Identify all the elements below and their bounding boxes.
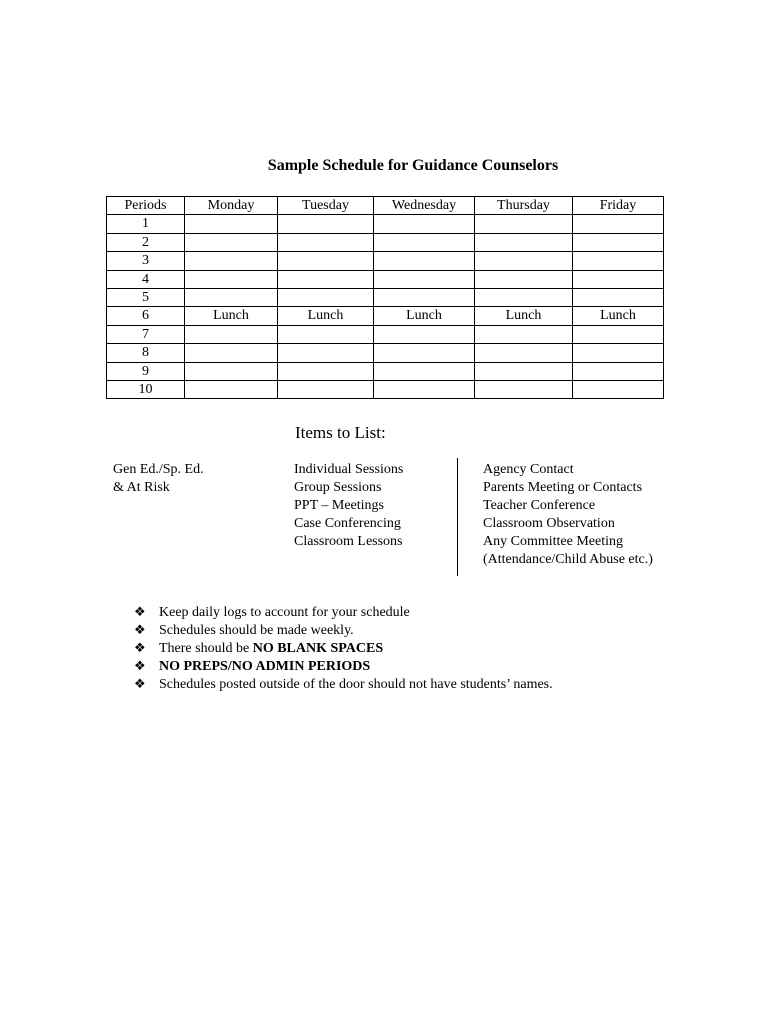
notes-list — [134, 604, 553, 694]
schedule-cell — [374, 381, 475, 399]
note-text: Schedules should be made weekly. — [159, 623, 354, 638]
schedule-cell — [278, 270, 374, 288]
schedule-cell — [573, 289, 664, 307]
table-row — [107, 270, 664, 288]
list-item: Teacher Conference — [483, 498, 596, 513]
list-item: Group Sessions — [294, 480, 382, 495]
schedule-cell — [573, 270, 664, 288]
schedule-cell — [573, 252, 664, 270]
schedule-cell — [573, 381, 664, 399]
list-item: Parents Meeting or Contacts — [483, 480, 643, 495]
schedule-cell: Lunch — [573, 307, 664, 325]
note-emphasis: NO BLANK SPACES — [252, 641, 384, 656]
period-number-cell: 3 — [107, 252, 185, 270]
schedule-cell — [374, 233, 475, 251]
list-item: Any Committee Meeting — [483, 534, 623, 549]
table-row — [107, 381, 664, 399]
header-tuesday: Tuesday — [278, 197, 374, 215]
period-number-cell: 7 — [107, 325, 185, 343]
list-item: Gen Ed./Sp. Ed. — [113, 462, 204, 477]
schedule-cell — [278, 325, 374, 343]
schedule-cell — [475, 215, 573, 233]
schedule-cell — [278, 215, 374, 233]
items-left-column — [113, 461, 204, 497]
items-to-list-heading: Items to List: — [295, 423, 386, 442]
schedule-cell — [185, 215, 278, 233]
schedule-cell — [573, 325, 664, 343]
schedule-cell — [475, 289, 573, 307]
table-row — [107, 344, 664, 362]
note-text: Keep daily logs to account for your schedule — [159, 605, 410, 620]
table-row — [107, 215, 664, 233]
schedule-cell — [573, 215, 664, 233]
diamond-bullet-icon: ❖ — [134, 641, 146, 656]
schedule-cell — [185, 362, 278, 380]
note-item — [134, 658, 553, 676]
header-thursday: Thursday — [475, 197, 573, 215]
period-number-cell: 1 — [107, 215, 185, 233]
note-item — [134, 676, 553, 694]
header-wednesday: Wednesday — [374, 197, 475, 215]
schedule-cell — [374, 344, 475, 362]
note-item — [134, 604, 553, 622]
table-row — [107, 325, 664, 343]
items-middle-column — [294, 461, 403, 551]
period-number-cell: 4 — [107, 270, 185, 288]
schedule-cell — [185, 270, 278, 288]
schedule-cell: Lunch — [278, 307, 374, 325]
schedule-cell — [278, 233, 374, 251]
schedule-cell — [475, 233, 573, 251]
schedule-cell: Lunch — [475, 307, 573, 325]
table-row — [107, 289, 664, 307]
schedule-cell: Lunch — [185, 307, 278, 325]
note-item — [134, 622, 553, 640]
table-row — [107, 307, 664, 325]
period-number-cell: 9 — [107, 362, 185, 380]
schedule-cell — [278, 344, 374, 362]
table-row — [107, 362, 664, 380]
schedule-cell — [278, 381, 374, 399]
period-number-cell: 5 — [107, 289, 185, 307]
schedule-cell — [374, 215, 475, 233]
note-item — [134, 640, 553, 658]
schedule-cell — [185, 252, 278, 270]
list-item: (Attendance/Child Abuse etc.) — [483, 552, 653, 567]
period-number-cell: 8 — [107, 344, 185, 362]
schedule-cell — [185, 381, 278, 399]
list-item: Agency Contact — [483, 462, 574, 477]
schedule-cell — [573, 344, 664, 362]
schedule-header-row — [107, 197, 664, 215]
header-friday: Friday — [573, 197, 664, 215]
table-row — [107, 252, 664, 270]
schedule-cell — [374, 362, 475, 380]
schedule-cell — [374, 252, 475, 270]
schedule-cell — [278, 362, 374, 380]
schedule-table — [106, 196, 664, 399]
schedule-cell — [374, 270, 475, 288]
period-number-cell: 6 — [107, 307, 185, 325]
list-item: & At Risk — [113, 480, 170, 495]
schedule-cell — [278, 252, 374, 270]
table-row — [107, 233, 664, 251]
header-periods: Periods — [107, 197, 185, 215]
schedule-cell: Lunch — [374, 307, 475, 325]
schedule-cell — [475, 270, 573, 288]
schedule-cell — [185, 325, 278, 343]
header-monday: Monday — [185, 197, 278, 215]
schedule-cell — [278, 289, 374, 307]
schedule-cell — [475, 362, 573, 380]
schedule-cell — [475, 252, 573, 270]
period-number-cell: 10 — [107, 381, 185, 399]
schedule-cell — [185, 289, 278, 307]
schedule-cell — [475, 344, 573, 362]
page-title: Sample Schedule for Guidance Counselors — [267, 157, 559, 174]
diamond-bullet-icon: ❖ — [134, 605, 146, 620]
note-text: There should be — [159, 641, 253, 656]
list-item: Classroom Lessons — [294, 534, 403, 549]
diamond-bullet-icon: ❖ — [134, 659, 146, 674]
schedule-cell — [573, 233, 664, 251]
list-item: Individual Sessions — [294, 462, 404, 477]
schedule-cell — [374, 325, 475, 343]
schedule-cell — [475, 381, 573, 399]
schedule-cell — [185, 344, 278, 362]
period-number-cell: 2 — [107, 233, 185, 251]
diamond-bullet-icon: ❖ — [134, 623, 146, 638]
column-divider — [457, 458, 458, 576]
schedule-cell — [573, 362, 664, 380]
items-right-column — [483, 461, 653, 569]
schedule-cell — [374, 289, 475, 307]
schedule-cell — [475, 325, 573, 343]
list-item: Classroom Observation — [483, 516, 615, 531]
list-item: PPT – Meetings — [294, 498, 384, 513]
list-item: Case Conferencing — [294, 516, 401, 531]
diamond-bullet-icon: ❖ — [134, 677, 146, 692]
note-text: Schedules posted outside of the door should not have students’ names. — [159, 677, 553, 692]
schedule-cell — [185, 233, 278, 251]
note-emphasis: NO PREPS/NO ADMIN PERIODS — [159, 659, 371, 674]
